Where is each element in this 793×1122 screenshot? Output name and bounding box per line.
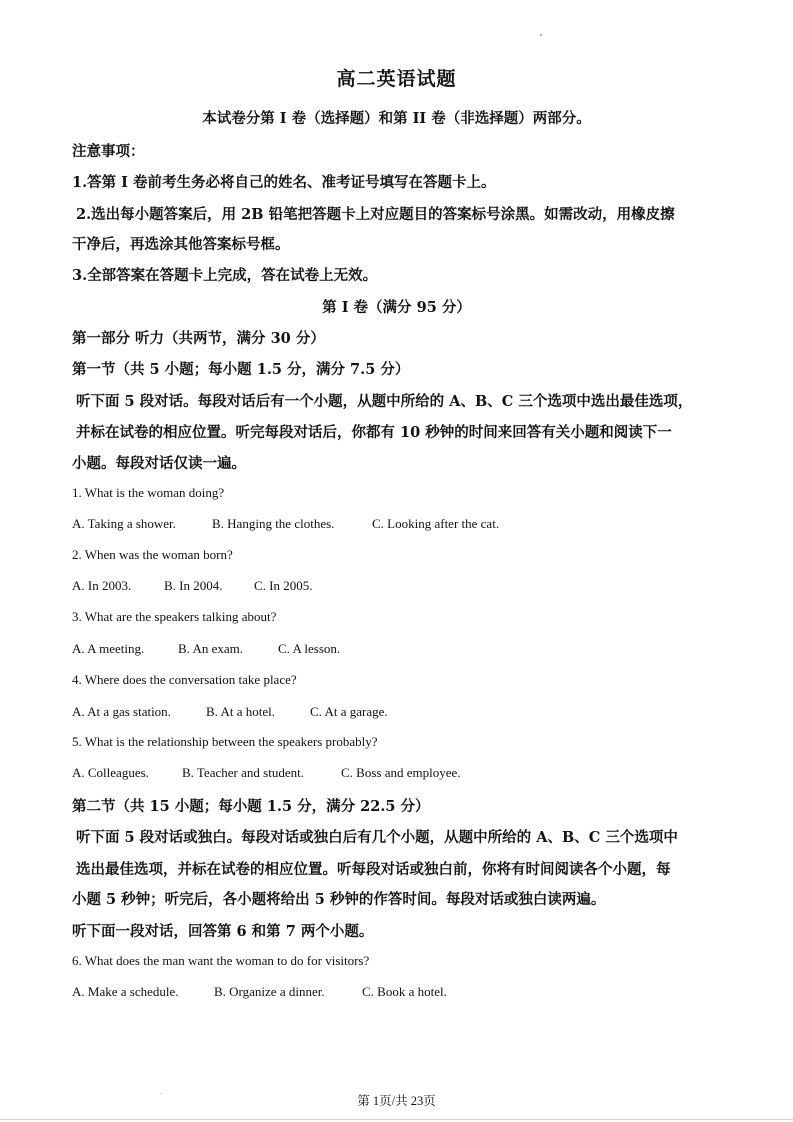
question-4: 4. Where does the conversation take place? <box>72 672 297 687</box>
scan-dot-mark <box>540 34 542 36</box>
question-6-options <box>72 984 447 1000</box>
option-c: C. Boss and employee. <box>341 765 461 780</box>
section-1-instruction-line-1: 听下面 5 段对话。每段对话后有一个小题，从题中所给的 A、B、C 三个选项中选出最佳选项， <box>76 393 693 410</box>
section-1-instruction-line-3: 小题。每段对话仅读一遍。 <box>72 455 246 472</box>
section-2-sub-instruction: 听下面一段对话，回答第 6 和第 7 两个小题。 <box>72 923 374 940</box>
question-1: 1. What is the woman doing? <box>72 485 225 500</box>
page-title: 高二英语试题 <box>336 68 457 90</box>
option-a: A. Make a schedule. <box>72 984 179 999</box>
page-footer: 第 1页/共 23页 <box>357 1094 436 1108</box>
option-b: B. An exam. <box>178 641 243 656</box>
option-a: A. A meeting. <box>72 641 145 656</box>
option-c: C. A lesson. <box>278 641 341 656</box>
question-6: 6. What does the man want the woman to do for visitors? <box>72 953 370 968</box>
option-b: B. Hanging the clothes. <box>212 516 335 531</box>
notice-item-2-line-1: 2.选出每小题答案后，用 2B 铅笔把答题卡上对应题目的答案标号涂黑。如需改动，用橡皮擦 <box>76 206 675 223</box>
question-2: 2. When was the woman born? <box>72 547 233 562</box>
option-c: C. Looking after the cat. <box>372 516 500 531</box>
option-a: A. Colleagues. <box>72 765 149 780</box>
option-b: B. Organize a dinner. <box>214 984 325 999</box>
notice-item-1: 1.答第 I 卷前考生务必将自己的姓名、准考证号填写在答题卡上。 <box>72 174 496 191</box>
option-a: A. At a gas station. <box>72 704 171 719</box>
section-2-instruction-line-3: 小题 5 秒钟；听完后，各小题将给出 5 秒钟的作答时间。每段对话或独白读两遍。 <box>72 891 606 908</box>
question-4-options <box>72 704 388 720</box>
question-3: 3. What are the speakers talking about? <box>72 609 277 624</box>
option-b: B. In 2004. <box>164 578 223 593</box>
notice-item-3: 3.全部答案在答题卡上完成，答在试卷上无效。 <box>72 267 378 284</box>
bottom-divider <box>0 1119 793 1120</box>
notice-heading: 注意事项： <box>72 143 145 160</box>
option-b: B. At a hotel. <box>206 704 275 719</box>
option-a: A. In 2003. <box>72 578 132 593</box>
section-2-instruction-line-1: 听下面 5 段对话或独白。每段对话或独白后有几个小题，从题中所给的 A、B、C 三个选项中 <box>76 829 678 846</box>
section-2-heading: 第二节（共 15 小题；每小题 1.5 分，满分 22.5 分） <box>72 798 430 815</box>
notice-item-2-line-2: 干净后，再选涂其他答案标号框。 <box>72 236 290 253</box>
option-c: C. Book a hotel. <box>362 984 447 999</box>
subtitle: 本试卷分第 I 卷（选择题）和第 II 卷（非选择题）两部分。 <box>202 110 591 127</box>
question-3-options <box>72 641 340 657</box>
question-1-options <box>72 516 499 532</box>
part-1-heading: 第一部分 听力（共两节，满分 30 分） <box>72 330 325 347</box>
question-5-options <box>72 765 461 781</box>
option-b: B. Teacher and student. <box>182 765 304 780</box>
section-1-instruction-line-2: 并标在试卷的相应位置。听完每段对话后，你都有 10 秒钟的时间来回答有关小题和阅读下一 <box>76 424 672 441</box>
question-2-options <box>72 578 313 594</box>
section-1-heading: 第一节（共 5 小题；每小题 1.5 分，满分 7.5 分） <box>72 361 410 378</box>
section-2-instruction-line-2: 选出最佳选项，并标在试卷的相应位置。听每段对话或独白前，你将有时间阅读各个小题，每 <box>76 861 671 878</box>
option-a: A. Taking a shower. <box>72 516 176 531</box>
option-c: C. In 2005. <box>254 578 313 593</box>
question-5: 5. What is the relationship between the speakers probably? <box>72 734 378 749</box>
option-c: C. At a garage. <box>310 704 388 719</box>
volume-1-heading: 第 I 卷（满分 95 分） <box>322 299 471 316</box>
